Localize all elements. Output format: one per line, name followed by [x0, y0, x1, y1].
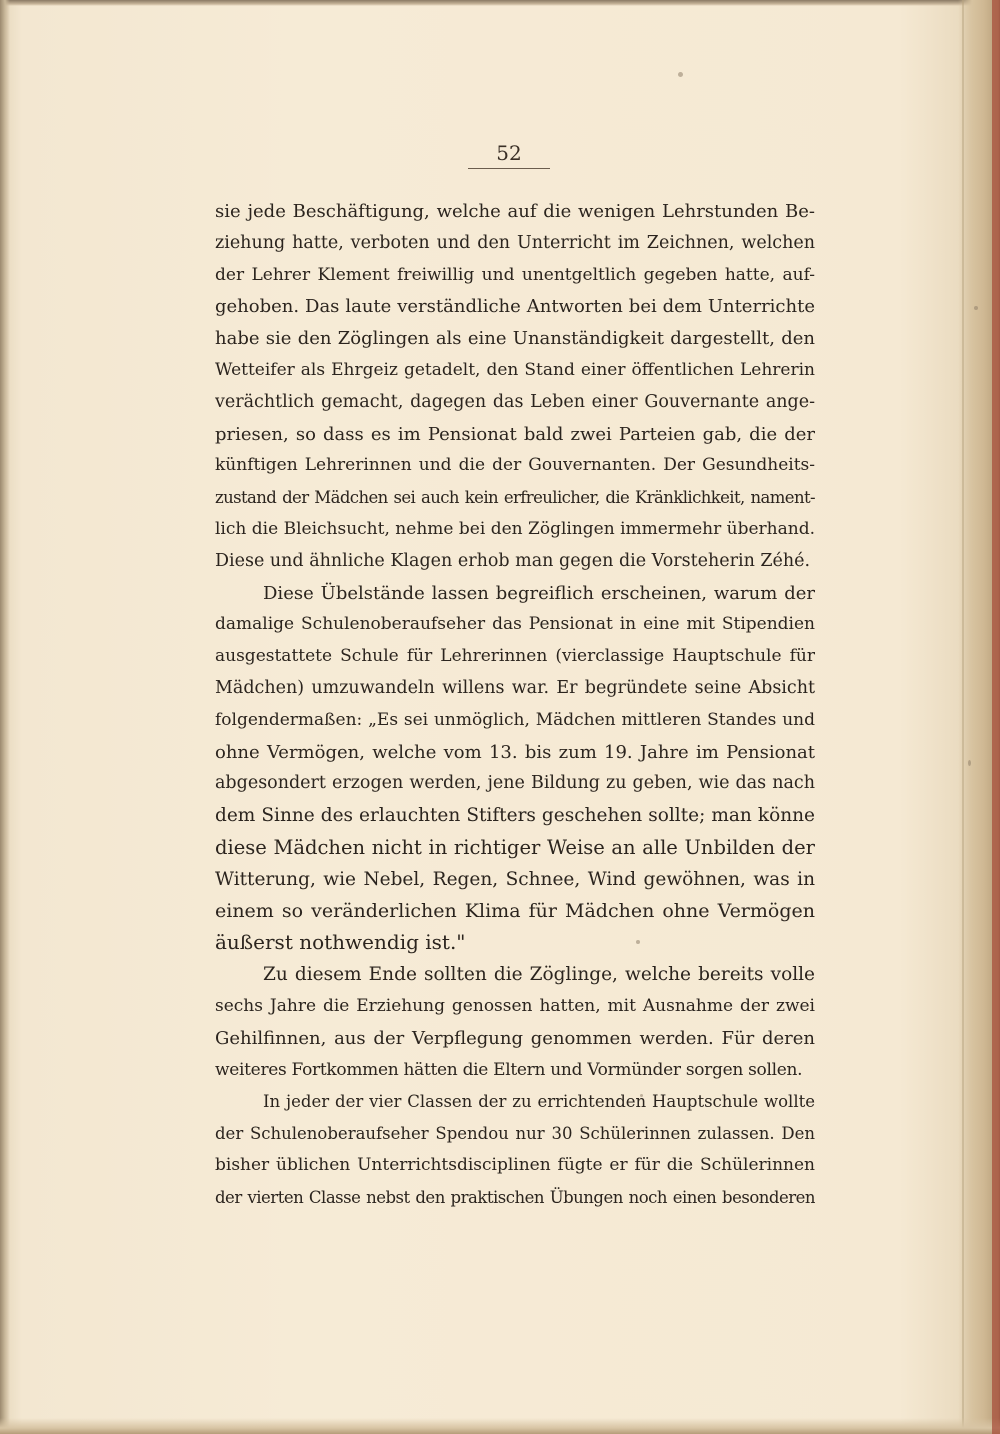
- page-left-edge: [0, 0, 10, 1434]
- text-line: dem Sinne des erlauchten Stifters geschehen sollte; man könne: [215, 805, 815, 827]
- text-line: damalige Schulenoberaufseher das Pensionat in eine mit Stipendien: [215, 614, 815, 635]
- text-line: äußerst nothwendig ist.": [215, 930, 466, 955]
- paper-speck: [974, 306, 978, 310]
- text-line: bisher üblichen Unterrichtsdisciplinen fügte er für die Schülerinnen: [215, 1154, 815, 1175]
- text-line: der Lehrer Klement freiwillig und unentgeltlich gegeben hatte, auf-: [215, 264, 815, 285]
- text-line: ziehung hatte, verboten und den Unterricht im Zeichnen, welchen: [215, 232, 815, 253]
- body-text: [215, 196, 815, 1214]
- text-line: Diese Übelstände lassen begreiflich erscheinen, warum der: [263, 582, 815, 604]
- text-line: zustand der Mädchen sei auch kein erfreulicher, die Kränklichkeit, nament-: [215, 488, 815, 508]
- text-line: der vierten Classe nebst den praktischen Übungen noch einen besonderen: [215, 1187, 815, 1207]
- text-line: Wetteifer als Ehrgeiz getadelt, den Stand einer öffentlichen Lehrerin: [215, 359, 815, 380]
- text-line: gehoben. Das laute verständliche Antworten bei dem Unterrichte: [215, 296, 815, 318]
- page-bottom-edge: [0, 1418, 1000, 1434]
- text-line: lich die Bleichsucht, nehme bei den Zöglingen immermehr überhand.: [215, 518, 815, 539]
- text-line: verächtlich gemacht, dagegen das Leben einer Gouvernante ange-: [215, 391, 815, 412]
- text-line: weiteres Fortkommen hätten die Eltern und Vormünder sorgen sollen.: [215, 1059, 803, 1080]
- text-line: Mädchen) umzuwandeln willens war. Er begründete seine Absicht: [215, 677, 815, 698]
- text-line: folgendermaßen: „Es sei unmöglich, Mädchen mittleren Standes und: [215, 709, 815, 730]
- paper-speck: [968, 760, 971, 766]
- page-fold-line: [962, 0, 964, 1434]
- text-line: Zu diesem Ende sollten die Zöglinge, welche bereits volle: [263, 964, 815, 986]
- text-line: diese Mädchen nicht in richtiger Weise an alle Unbilden der: [215, 835, 815, 859]
- page-number: 52: [496, 141, 522, 165]
- text-line: Diese und ähnliche Klagen erhob man gegen die Vorsteherin Zéhé.: [215, 550, 811, 571]
- text-line: Gehilfinnen, aus der Verpflegung genommen werden. Für deren: [215, 1027, 815, 1049]
- text-line: ohne Vermögen, welche vom 13. bis zum 19. Jahre im Pensionat: [215, 741, 815, 763]
- text-line: ausgestattete Schule für Lehrerinnen (vierclassige Hauptschule für: [215, 646, 815, 667]
- text-line: abgesondert erzogen werden, jene Bildung zu geben, wie das nach: [215, 773, 815, 794]
- text-line: einem so veränderlichen Klima für Mädchen ohne Vermögen: [215, 899, 815, 922]
- text-line: priesen, so dass es im Pensionat bald zwei Parteien gab, die der: [215, 423, 815, 445]
- text-line: sie jede Beschäftigung, welche auf die wenigen Lehrstunden Be-: [215, 201, 815, 222]
- page-number-rule: [468, 168, 550, 169]
- book-cover-edge: [992, 0, 1000, 1434]
- text-line: Witterung, wie Nebel, Regen, Schnee, Wind gewöhnen, was in: [215, 868, 815, 890]
- page-top-edge: [0, 0, 1000, 6]
- text-line: sechs Jahre die Erziehung genossen hatten, mit Ausnahme der zwei: [215, 995, 815, 1016]
- text-line: künftigen Lehrerinnen und die der Gouvernanten. Der Gesundheits-: [215, 455, 815, 476]
- text-line: In jeder der vier Classen der zu errichtenden Hauptschule wollte: [263, 1092, 815, 1112]
- text-line: der Schulenoberaufseher Spendou nur 30 Schülerinnen zulassen. Den: [215, 1124, 815, 1144]
- paper-speck: [678, 72, 683, 77]
- text-line: habe sie den Zöglingen als eine Unanständigkeit dargestellt, den: [215, 328, 815, 350]
